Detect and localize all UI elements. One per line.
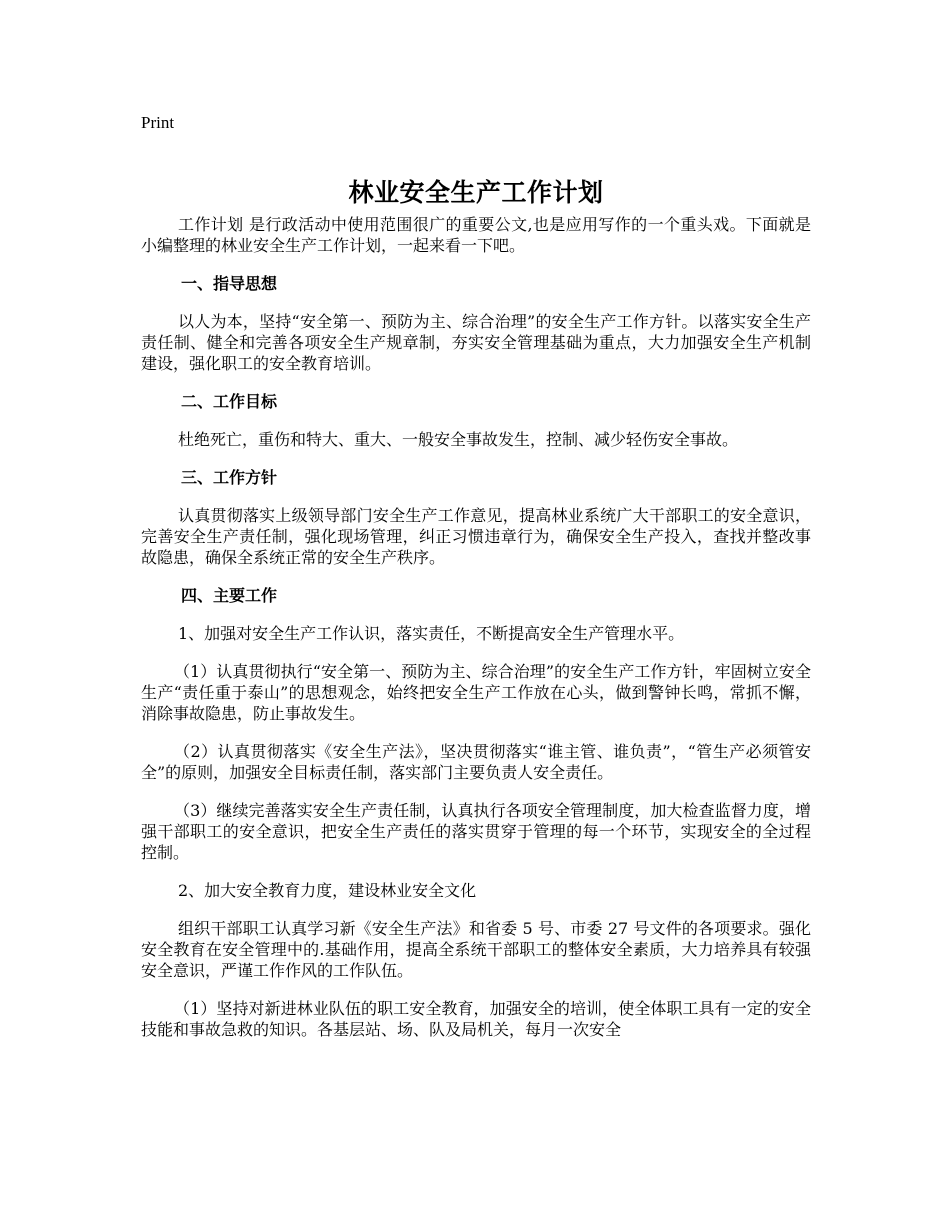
main-work-item-1-sub-2: （2）认真贯彻落实《安全生产法》，坚决贯彻落实“谁主管、谁负责”，“管生产必须管安全”的原则，加强安全目标责任制，落实部门主要负责人安全责任。: [141, 742, 811, 782]
main-work-item-2: 2、加大安全教育力度，建设林业安全文化: [178, 881, 477, 900]
main-work-item-1: 1、加强对安全生产工作认识，落实责任，不断提高安全生产管理水平。: [178, 624, 685, 643]
main-work-item-2-sub-1: （1）坚持对新进林业队伍的职工安全教育，加强安全的培训，使全体职工具有一定的安全技能和事故急救的知识。各基层站、场、队及局机关，每月一次安全: [141, 999, 811, 1039]
document-body: [141, 214, 811, 1057]
section-body-work-goals: 杜绝死亡，重伤和特大、重大、一般安全事故发生，控制、减少轻伤安全事故。: [178, 430, 739, 449]
section-heading-work-policy: 三、工作方针: [181, 468, 278, 487]
main-work-item-1-sub-1: （1）认真贯彻执行“安全第一、预防为主、综合治理”的安全生产工作方针，牢固树立安全生产“责任重于泰山”的思想观念，始终把安全生产工作放在心头，做到警钟长鸣，常抓不懈，消除事故隐患，防止事故发生。: [141, 662, 811, 723]
intro-paragraph: 工作计划 是行政活动中使用范围很广的重要公文,也是应用写作的一个重头戏。下面就是小编整理的林业安全生产工作计划，一起来看一下吧。: [141, 215, 811, 255]
section-body-guiding-thought: 以人为本，坚持“安全第一、预防为主、综合治理”的安全生产工作方针。以落实安全生产责任制、健全和完善各项安全生产规章制，夯实安全管理基础为重点，大力加强安全生产机制建设，强化职工的安全教育培训。: [141, 312, 811, 373]
print-label: Print: [141, 113, 175, 132]
section-body-work-policy: 认真贯彻落实上级领导部门安全生产工作意见，提高林业系统广大干部职工的安全意识，完善安全生产责任制，强化现场管理，纠正习惯违章行为，确保安全生产投入，查找并整改事故隐患，确保全系统正常的安全生产秩序。: [141, 506, 811, 567]
main-work-item-1-sub-3: （3）继续完善落实安全生产责任制，认真执行各项安全管理制度，加大检查监督力度，增强干部职工的安全意识，把安全生产责任的落实贯穿于管理的每一个环节，实现安全的全过程控制。: [141, 801, 811, 862]
main-work-item-2-body: 组织干部职工认真学习新《安全生产法》和省委 5 号、市委 27 号文件的各项要求。强化安全教育在安全管理中的.基础作用，提高全系统干部职工的整体安全素质，大力培养具有较强安全意识，严谨工作作风的工作队伍。: [141, 919, 811, 980]
section-heading-guiding-thought: 一、指导思想: [181, 274, 278, 293]
section-heading-main-work: 四、主要工作: [181, 586, 278, 605]
document-title: 林业安全生产工作计划: [348, 177, 604, 207]
section-heading-work-goals: 二、工作目标: [181, 392, 278, 411]
